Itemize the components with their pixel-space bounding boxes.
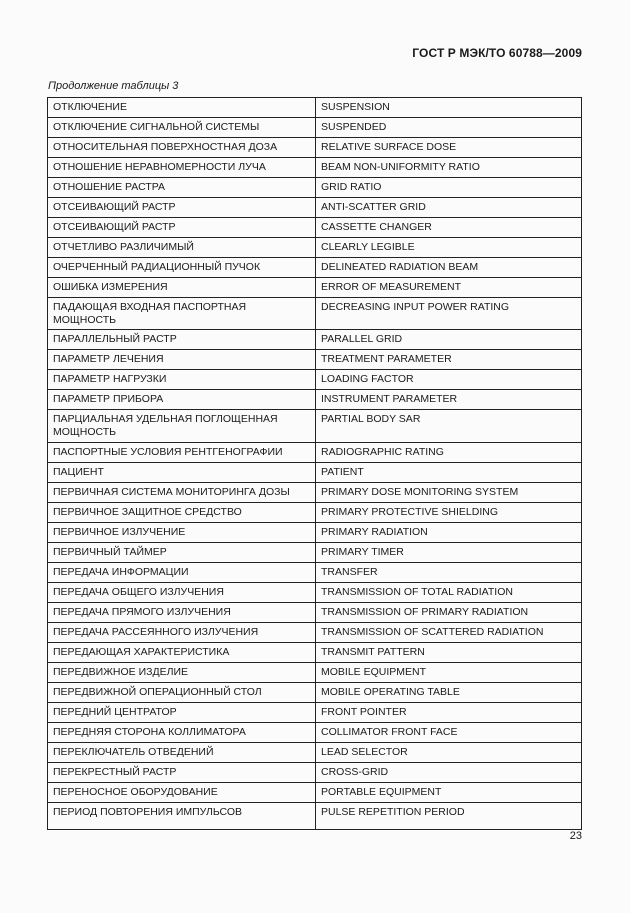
term-english: SUSPENSION — [316, 98, 582, 118]
term-russian: ОЧЕРЧЕННЫЙ РАДИАЦИОННЫЙ ПУЧОК — [48, 258, 316, 278]
term-russian: ПЕРЕДНИЙ ЦЕНТРАТОР — [48, 703, 316, 723]
table-row — [48, 643, 582, 663]
term-english: TRANSFER — [316, 563, 582, 583]
table-row — [48, 443, 582, 463]
table-row — [48, 563, 582, 583]
table-row — [48, 543, 582, 563]
term-russian: ОТКЛЮЧЕНИЕ СИГНАЛЬНОЙ СИСТЕМЫ — [48, 118, 316, 138]
term-russian: ПЕРЕДАЧА ИНФОРМАЦИИ — [48, 563, 316, 583]
term-english: TREATMENT PARAMETER — [316, 350, 582, 370]
term-russian: ОТСЕИВАЮЩИЙ РАСТР — [48, 198, 316, 218]
table-row — [48, 350, 582, 370]
term-english: CLEARLY LEGIBLE — [316, 238, 582, 258]
table-row — [48, 523, 582, 543]
table-row — [48, 743, 582, 763]
term-russian: ПЕРЕДАЧА РАССЕЯННОГО ИЗЛУЧЕНИЯ — [48, 623, 316, 643]
term-english: PATIENT — [316, 463, 582, 483]
table-row — [48, 803, 582, 830]
table-row — [48, 258, 582, 278]
term-english: PORTABLE EQUIPMENT — [316, 783, 582, 803]
term-english: BEAM NON-UNIFORMITY RATIO — [316, 158, 582, 178]
table-row — [48, 763, 582, 783]
term-russian: ПАРЦИАЛЬНАЯ УДЕЛЬНАЯ ПОГЛОЩЕННАЯ МОЩНОСТЬ — [48, 410, 316, 443]
term-english: ERROR OF MEASUREMENT — [316, 278, 582, 298]
table-row — [48, 603, 582, 623]
term-russian: ОТКЛЮЧЕНИЕ — [48, 98, 316, 118]
term-english: ANTI-SCATTER GRID — [316, 198, 582, 218]
term-english: INSTRUMENT PARAMETER — [316, 390, 582, 410]
term-english: TRANSMIT PATTERN — [316, 643, 582, 663]
term-russian: ОТСЕИВАЮЩИЙ РАСТР — [48, 218, 316, 238]
term-russian: ПАРАМЕТР НАГРУЗКИ — [48, 370, 316, 390]
term-russian: ПЕРЕНОСНОЕ ОБОРУДОВАНИЕ — [48, 783, 316, 803]
term-english: PRIMARY RADIATION — [316, 523, 582, 543]
terms-table-body — [48, 98, 582, 830]
table-row — [48, 503, 582, 523]
table-row — [48, 583, 582, 603]
term-english: MOBILE EQUIPMENT — [316, 663, 582, 683]
term-english: RELATIVE SURFACE DOSE — [316, 138, 582, 158]
table-row — [48, 98, 582, 118]
table-row — [48, 158, 582, 178]
term-english: DECREASING INPUT POWER RATING — [316, 298, 582, 330]
document-header: ГОСТ Р МЭК/ТО 60788—2009 — [412, 46, 582, 60]
table-row — [48, 138, 582, 158]
table-row — [48, 278, 582, 298]
table-row — [48, 118, 582, 138]
table-row — [48, 683, 582, 703]
term-russian: ПЕРЕДАЧА ОБЩЕГО ИЗЛУЧЕНИЯ — [48, 583, 316, 603]
term-russian: ПЕРЕКЛЮЧАТЕЛЬ ОТВЕДЕНИЙ — [48, 743, 316, 763]
term-english: COLLIMATOR FRONT FACE — [316, 723, 582, 743]
term-russian: ПЕРЕДВИЖНОЙ ОПЕРАЦИОННЫЙ СТОЛ — [48, 683, 316, 703]
term-english: PRIMARY DOSE MONITORING SYSTEM — [316, 483, 582, 503]
term-english: SUSPENDED — [316, 118, 582, 138]
term-russian: ПЕРВИЧНЫЙ ТАЙМЕР — [48, 543, 316, 563]
term-russian: ОТНОСИТЕЛЬНАЯ ПОВЕРХНОСТНАЯ ДОЗА — [48, 138, 316, 158]
term-english: GRID RATIO — [316, 178, 582, 198]
term-english: TRANSMISSION OF SCATTERED RADIATION — [316, 623, 582, 643]
term-russian: ПАСПОРТНЫЕ УСЛОВИЯ РЕНТГЕНОГРАФИИ — [48, 443, 316, 463]
term-russian: ПЕРЕДНЯЯ СТОРОНА КОЛЛИМАТОРА — [48, 723, 316, 743]
table-row — [48, 623, 582, 643]
term-english: PARTIAL BODY SAR — [316, 410, 582, 443]
term-russian: ПЕРЕДАЮЩАЯ ХАРАКТЕРИСТИКА — [48, 643, 316, 663]
term-russian: ПАРАМЕТР ПРИБОРА — [48, 390, 316, 410]
term-russian: ПЕРВИЧНОЕ ИЗЛУЧЕНИЕ — [48, 523, 316, 543]
term-english: LOADING FACTOR — [316, 370, 582, 390]
table-row — [48, 390, 582, 410]
term-russian: ПАДАЮЩАЯ ВХОДНАЯ ПАСПОРТНАЯ МОЩНОСТЬ — [48, 298, 316, 330]
term-english: CROSS-GRID — [316, 763, 582, 783]
term-russian: ПЕРЕДВИЖНОЕ ИЗДЕЛИЕ — [48, 663, 316, 683]
table-row — [48, 463, 582, 483]
term-russian: ПАРАЛЛЕЛЬНЫЙ РАСТР — [48, 330, 316, 350]
table-row — [48, 238, 582, 258]
term-russian: ОШИБКА ИЗМЕРЕНИЯ — [48, 278, 316, 298]
term-russian: ПЕРИОД ПОВТОРЕНИЯ ИМПУЛЬСОВ — [48, 803, 316, 830]
term-english: CASSETTE CHANGER — [316, 218, 582, 238]
table-caption: Продолжение таблицы 3 — [48, 80, 179, 92]
term-english: PULSE REPETITION PERIOD — [316, 803, 582, 830]
term-russian: ОТНОШЕНИЕ НЕРАВНОМЕРНОСТИ ЛУЧА — [48, 158, 316, 178]
term-english: TRANSMISSION OF PRIMARY RADIATION — [316, 603, 582, 623]
table-row — [48, 330, 582, 350]
term-russian: ПЕРВИЧНАЯ СИСТЕМА МОНИТОРИНГА ДОЗЫ — [48, 483, 316, 503]
term-russian: ПЕРВИЧНОЕ ЗАЩИТНОЕ СРЕДСТВО — [48, 503, 316, 523]
table-row — [48, 370, 582, 390]
table-row — [48, 723, 582, 743]
table-row — [48, 703, 582, 723]
table-row — [48, 198, 582, 218]
table-row — [48, 298, 582, 330]
table-row — [48, 483, 582, 503]
term-russian: ПАЦИЕНТ — [48, 463, 316, 483]
term-english: LEAD SELECTOR — [316, 743, 582, 763]
term-russian: ОТЧЕТЛИВО РАЗЛИЧИМЫЙ — [48, 238, 316, 258]
table-row — [48, 783, 582, 803]
terms-table — [47, 97, 582, 830]
term-russian: ОТНОШЕНИЕ РАСТРА — [48, 178, 316, 198]
table-row — [48, 178, 582, 198]
table-row — [48, 410, 582, 443]
term-english: TRANSMISSION OF TOTAL RADIATION — [316, 583, 582, 603]
page-number: 23 — [569, 830, 582, 842]
table-row — [48, 218, 582, 238]
table-row — [48, 663, 582, 683]
term-russian: ПЕРЕКРЕСТНЫЙ РАСТР — [48, 763, 316, 783]
term-english: PRIMARY TIMER — [316, 543, 582, 563]
term-english: MOBILE OPERATING TABLE — [316, 683, 582, 703]
term-english: PARALLEL GRID — [316, 330, 582, 350]
term-english: DELINEATED RADIATION BEAM — [316, 258, 582, 278]
term-russian: ПАРАМЕТР ЛЕЧЕНИЯ — [48, 350, 316, 370]
term-russian: ПЕРЕДАЧА ПРЯМОГО ИЗЛУЧЕНИЯ — [48, 603, 316, 623]
term-english: FRONT POINTER — [316, 703, 582, 723]
term-english: RADIOGRAPHIC RATING — [316, 443, 582, 463]
term-english: PRIMARY PROTECTIVE SHIELDING — [316, 503, 582, 523]
